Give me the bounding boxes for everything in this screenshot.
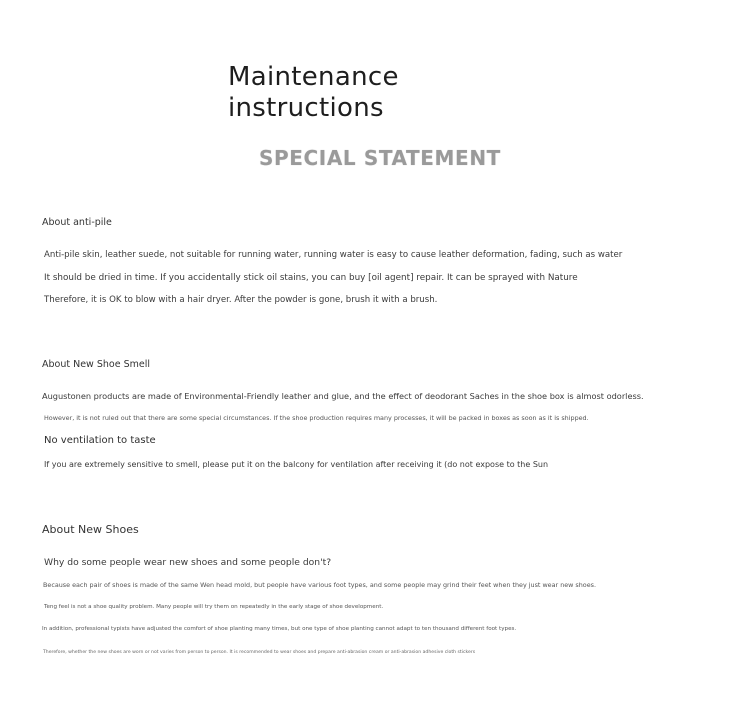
paragraph-line: Why do some people wear new shoes and some people don't?: [44, 557, 332, 568]
paragraph-line: Teng feel is not a shoe quality problem. Many people will try them on repeatedly in the early stage of shoe development.: [44, 604, 384, 610]
paragraph-line: Anti-pile skin, leather suede, not suitable for running water, running water is easy to cause leather deformation, fading, such as water: [44, 250, 623, 260]
paragraph-line: However, it is not ruled out that there are some special circumstances. If the shoe production requires many processes, it will be packed in boxes as soon as it is shipped.: [44, 414, 589, 422]
paragraph-line: In addition, professional typists have adjusted the comfort of shoe planting many times, but one type of shoe planting cannot adapt to ten thousand different foot types.: [42, 626, 517, 632]
section-heading-new-shoe-smell: About New Shoe Smell: [42, 359, 150, 370]
paragraph-line: If you are extremely sensitive to smell, please put it on the balcony for ventilation after receiving it (do not expose to the Sun: [44, 460, 549, 469]
paragraph-line: Augustonen products are made of Environmental-Friendly leather and glue, and the effect of deodorant Saches in the shoe box is almost odorless.: [42, 391, 644, 401]
paragraph-line: It should be dried in time. If you accidentally stick oil stains, you can buy [oil agent] repair. It can be sprayed with Nature: [44, 273, 578, 283]
paragraph-line: Because each pair of shoes is made of the same Wen head mold, but people have various foot types, and some people may grind their feet when they just wear new shoes.: [43, 581, 597, 589]
page-title: Maintenance instructions: [228, 62, 399, 123]
paragraph-line: Therefore, it is OK to blow with a hair dryer. After the powder is gone, brush it with a brush.: [44, 295, 438, 305]
section-heading-new-shoes: About New Shoes: [42, 523, 139, 536]
section-heading-anti-pile: About anti-pile: [42, 217, 112, 228]
paragraph-line: No ventilation to taste: [44, 435, 156, 446]
page-subtitle: SPECIAL STATEMENT: [259, 146, 501, 170]
paragraph-line: Therefore, whether the new shoes are worn or not varies from person to person. It is recommended to wear shoes and prepare anti-abrasion cream or anti-abrasion adhesive cloth stickers: [43, 650, 476, 655]
